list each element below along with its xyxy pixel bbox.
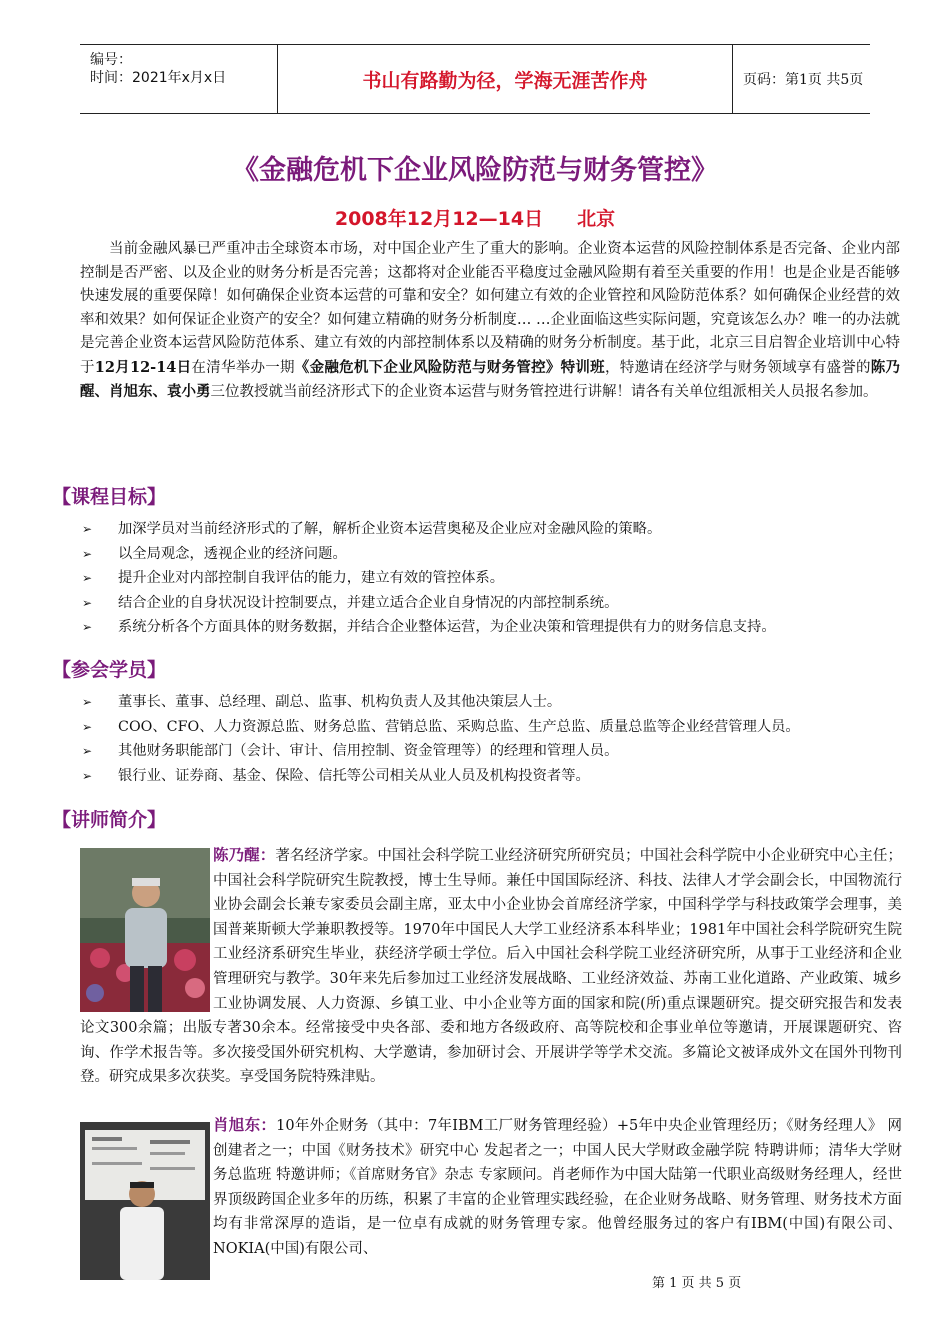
arrow-bullet-icon: ➢ — [82, 571, 93, 585]
intro-text: 在清华举办一期 — [191, 359, 295, 376]
lecturer-bio-chen — [80, 843, 902, 1090]
event-place: 北京 — [577, 208, 616, 230]
lecturer-text-chen: 著名经济学家。中国社会科学院工业经济研究所研究员；中国社会科学院中小企业研究中心主任；中国社会科学院研究生院教授，博士生导师。兼任中国国际经济、科技、法律人才学会副会长，中国物流行业协会副会长兼专家委员会副主席，亚太中小企业协会首席经济学家，中国科学学与科技政策学会理事，美国普莱斯顿大学兼职教授等。1970年中国民人大学工业经济系本科毕业；1981年中国社会科学院研究生院工业经济系研究生毕业，获经济学硕士学位。后入中国社会科学院工业经济研究所，从事于工业经济和企业管理研究与教学。30年来先后参加过工业经济发展战略、工业经济效益、苏南工业化道路、产业政策、城乡工业协调发展、人力资源、乡镇工业、中小企业等方面的国家和院(所)重点课题研究。提交研究报告和发表论文300余篇；出版专著30余本。经常接受中央各部、委和地方各级政府、高等院校和企事业单位等邀请，开展课题研究、咨询、作学术报告等。多次接受国外研究机构、大学邀请，参加研讨会、开展讲学等学术交流。多篇论文被译成外文在国外刊物刊登。研究成果多次获奖。享受国务院特殊津贴。 — [80, 848, 902, 1086]
list-item: ➢ 结合企业的自身状况设计控制要点，并建立适合企业自身情况的内部控制系统。 — [82, 591, 902, 616]
arrow-bullet-icon: ➢ — [82, 719, 93, 734]
time-label: 时间：2021年x月x日 — [90, 70, 227, 86]
document-subtitle — [0, 204, 950, 231]
arrow-bullet-icon: ➢ — [82, 695, 93, 709]
lecturer-bio-xiao — [80, 1113, 902, 1285]
intro-text: ，特邀请在经济学与财务领域享有盛誉的 — [604, 359, 871, 376]
intro-text: 三位教授就当前经济形式下的企业资本运营与财务管控进行讲解！请各有关单位组派相关人员报名参加。 — [210, 384, 878, 400]
list-item: ➢ 提升企业对内部控制自我评估的能力，建立有效的管控体系。 — [82, 566, 902, 591]
arrow-bullet-icon: ➢ — [82, 620, 93, 634]
list-item: ➢ 银行业、证券商、基金、保险、信托等公司相关从业人员及机构投资者等。 — [82, 764, 902, 789]
arrow-bullet-icon: ➢ — [82, 768, 93, 783]
photo-spacer — [80, 843, 213, 1015]
document-header — [80, 44, 870, 114]
lecturer-text-xiao: 10年外企财务（其中：7年IBM工厂财务管理经验）+5年中央企业管理经历；《财务经理人》 网创建者之一；中国《财务技术》研究中心 发起者之一；中国人民大学财政金融学院 特聘讲师；清华大学财务总监班 特邀讲师；《首席财务官》杂志 专家顾问。肖老师作为中国大陆第一代职业高级财务经理人，经世界顶级跨国企业多年的历练，积累了丰富的企业管理实践经验，在企业财务战略、财务管理、财务技术方面均有非常深厚的造诣，是一位卓有成就的财务管理专家。他曾经服务过的客户有IBM(中国)有限公司、NOKIA(中国)有限公司、 — [213, 1118, 902, 1257]
lecturer-name-chen: 陈乃醒： — [213, 846, 276, 864]
list-item: ➢ 加深学员对当前经济形式的了解，解析企业资本运营奥秘及企业应对金融风险的策略。 — [82, 517, 902, 542]
list-item: ➢ 系统分析各个方面具体的财务数据，并结合企业整体运营，为企业决策和管理提供有力的财务信息支持。 — [82, 615, 902, 640]
intro-text: 当前金融风暴已严重冲击全球资本市场，对中国企业产生了重大的影响。企业资本运营的风险控制体系是否完备、企业内部控制是否严密、以及企业的财务分析是否完善；这都将对企业能否平稳度过金融风险期有着至关重要的作用！也是企业是否能够快速发展的重要保障！如何确保企业资本运营的可靠和安全？如何建立有效的企业管控和风险防范体系？如何确保企业经营的效率和效果？如何保证企业资产的安全？如何建立精确的财务分析制度… …企业面临这些实际问题，究竟该怎么办？唯一的办法就是完善企业资本运营风险防范体系、建立有效的内部控制体系以及精确的财务分析制度。基于此，北京三目启智企业培训中心特于 — [80, 241, 900, 376]
arrow-bullet-icon: ➢ — [82, 744, 93, 758]
goals-list — [82, 517, 902, 640]
photo-spacer — [80, 1113, 213, 1285]
page-info: 页码：第1页 共5页 — [743, 72, 864, 88]
list-item: ➢ COO、CFO、人力资源总监、财务总监、营销总监、采购总监、生产总监、质量总监等企业经营管理人员。 — [82, 715, 902, 740]
section-title-participants: 【参会学员】 — [52, 659, 167, 681]
lecturer-name-xiao: 肖旭东： — [213, 1116, 277, 1134]
intro-paragraph — [80, 238, 900, 405]
page-footer: 第 1 页 共 5 页 — [652, 1276, 742, 1291]
number-label: 编号： — [90, 52, 132, 68]
list-item: ➢ 董事长、董事、总经理、副总、监事、机构负责人及其他决策层人士。 — [82, 690, 902, 715]
list-item: ➢ 以全局观念，透视企业的经济问题。 — [82, 542, 902, 567]
document-title: 《金融危机下企业风险防范与财务管控》 — [232, 155, 718, 186]
arrow-bullet-icon: ➢ — [82, 546, 93, 561]
intro-lecturers-bold: 陈乃醒、肖旭东、袁小勇 — [80, 358, 901, 400]
motto: 书山有路勤为径，学海无涯苦作舟 — [278, 45, 733, 113]
intro-course-bold: 《金融危机下企业风险防范与财务管控》特训班 — [294, 358, 605, 376]
list-item: ➢ 其他财务职能部门（会计、审计、信用控制、资金管理等）的经理和管理人员。 — [82, 739, 902, 764]
intro-date-bold: 12月12-14日 — [94, 358, 192, 376]
event-date: 2008年12月12—14日 — [334, 208, 544, 230]
arrow-bullet-icon: ➢ — [82, 595, 93, 610]
header-left-cell — [80, 45, 278, 113]
arrow-bullet-icon: ➢ — [82, 522, 93, 536]
section-title-lecturers: 【讲师简介】 — [52, 809, 167, 831]
participants-list — [82, 690, 902, 788]
section-title-goals: 【课程目标】 — [52, 486, 167, 508]
